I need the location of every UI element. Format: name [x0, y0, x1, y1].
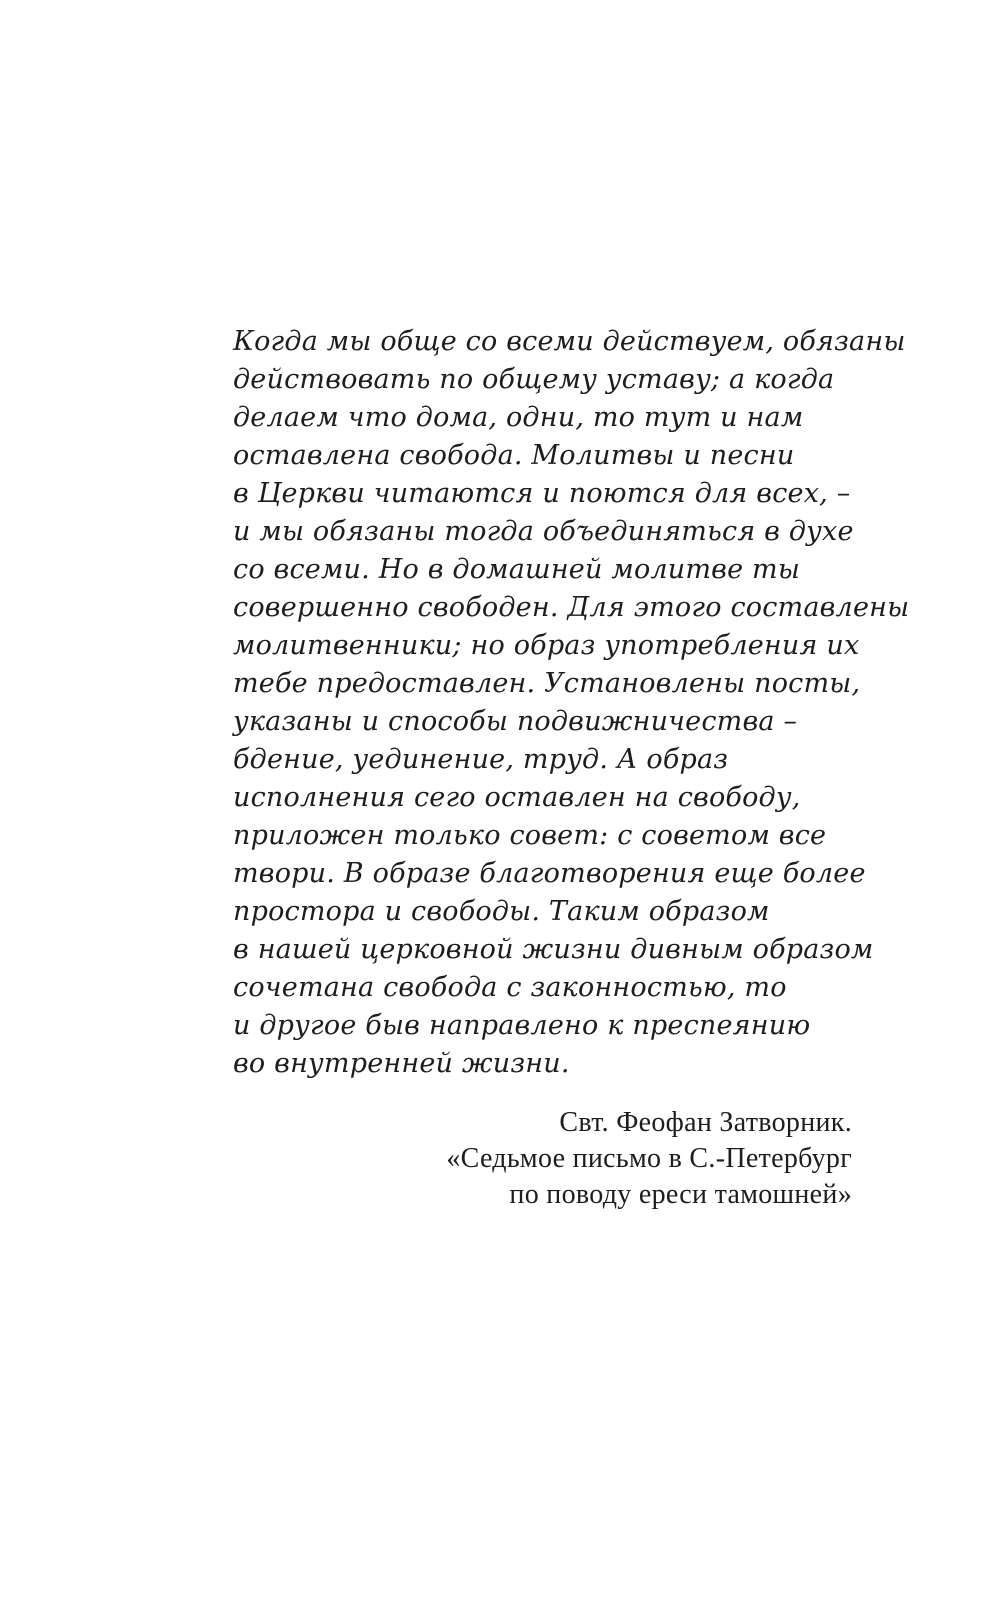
quote-line: и другое быв направлено к преспеянию — [233, 1010, 811, 1041]
quote-line: приложен только совет: с советом все — [233, 820, 827, 851]
quote-line: делаем что дома, одни, то тут и нам — [233, 402, 804, 433]
quote-line: в Церкви читаются и поются для всех, – — [233, 478, 851, 509]
quote-line: молитвенники; но образ употребления их — [233, 630, 860, 661]
quote-line: и мы обязаны тогда объединяться в духе — [233, 516, 854, 547]
quote-line: со всеми. Но в домашней молитве ты — [233, 554, 801, 585]
attribution-author: Свт. Феофан Затворник. — [559, 1107, 852, 1138]
attribution-source: «Седьмое письмо в С.-Петербург — [446, 1143, 852, 1174]
quote-line: действовать по общему уставу; а когда — [233, 364, 835, 395]
quote-line: твори. В образе благотворения еще более — [233, 858, 866, 889]
quote-line: тебе предоставлен. Установлены посты, — [233, 668, 861, 699]
quote-line: исполнения сего оставлен на свободу, — [233, 782, 801, 813]
attribution — [446, 1105, 852, 1213]
quote-line: Когда мы обще со всеми действуем, обязаны — [233, 326, 906, 357]
epigraph-quote — [233, 323, 910, 1083]
quote-line: бдение, уединение, труд. А образ — [233, 744, 729, 775]
quote-line: сочетана свобода с законностью, то — [233, 972, 787, 1003]
quote-line: оставлена свобода. Молитвы и песни — [233, 440, 795, 471]
quote-line: во внутренней жизни. — [233, 1048, 570, 1079]
quote-line: указаны и способы подвижничества – — [233, 706, 798, 737]
attribution-source: по поводу ереси тамошней» — [509, 1179, 852, 1210]
quote-line: совершенно свободен. Для этого составлены — [233, 592, 910, 623]
quote-line: в нашей церковной жизни дивным образом — [233, 934, 874, 965]
quote-line: простора и свободы. Таким образом — [233, 896, 770, 927]
